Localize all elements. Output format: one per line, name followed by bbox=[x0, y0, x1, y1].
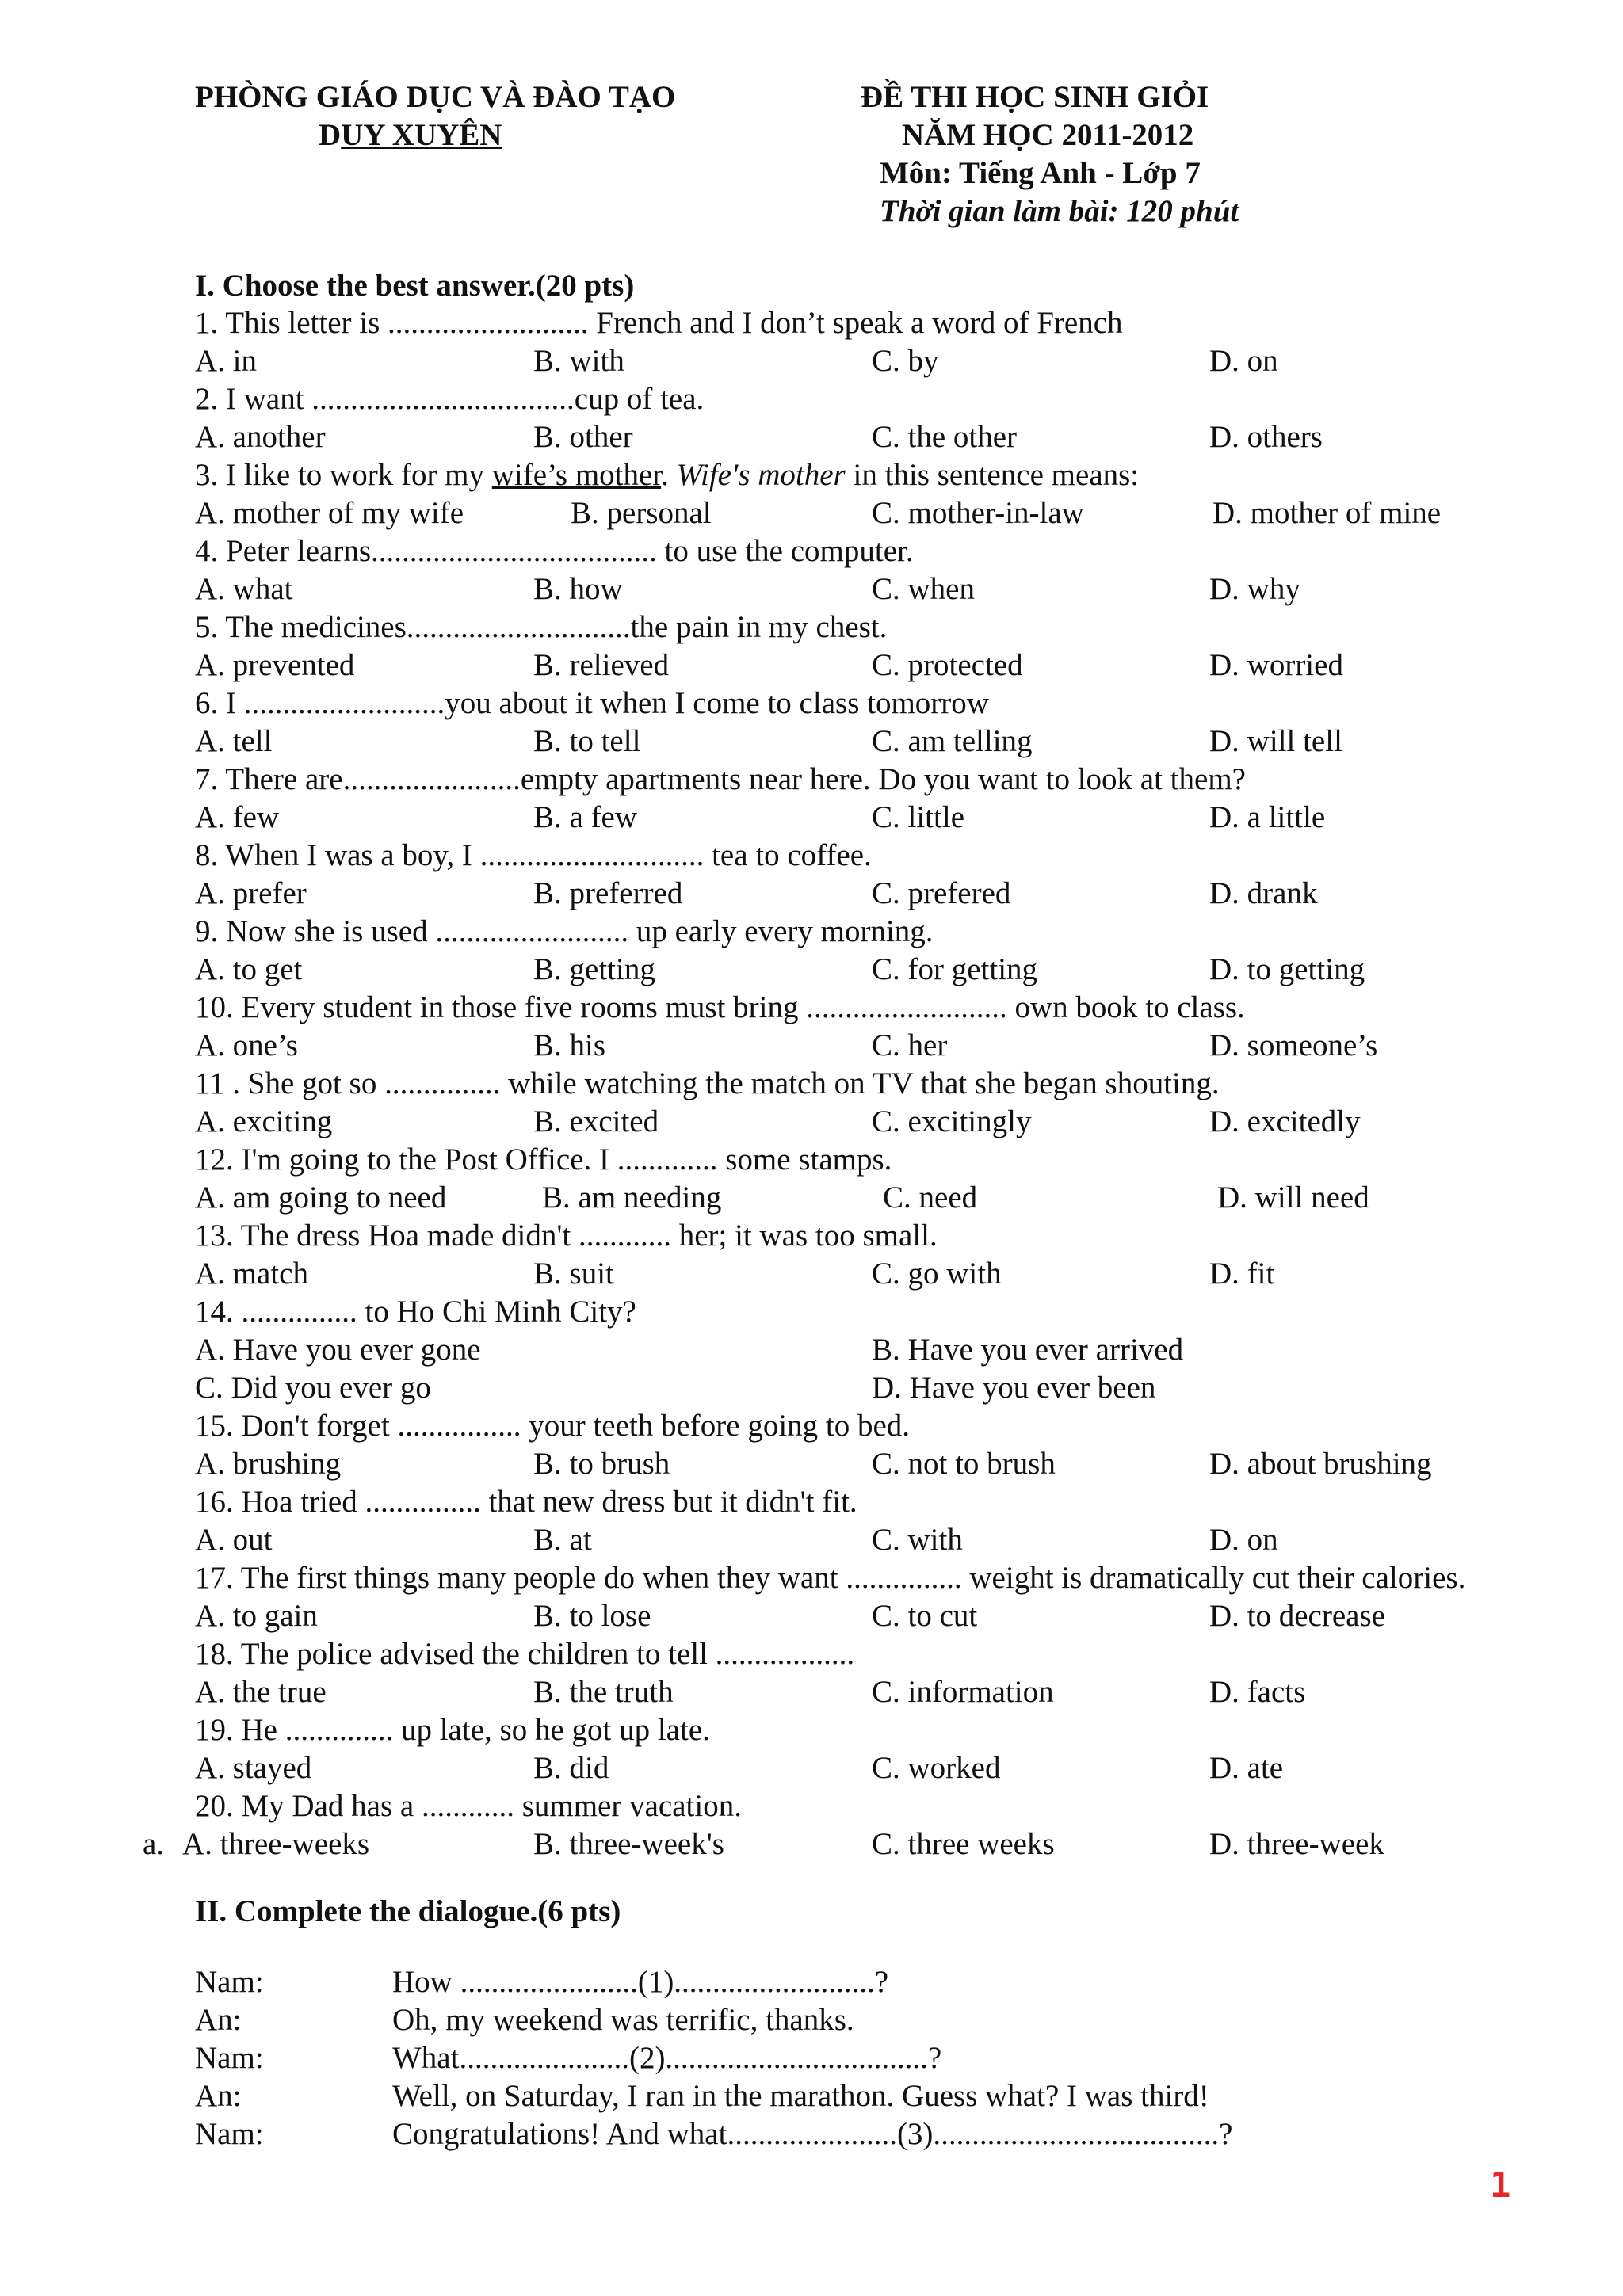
option-c[interactable]: C. information bbox=[872, 1675, 1054, 1709]
question-stem: 13. The dress Hoa made didn't ............ her; it was too small. bbox=[195, 1219, 938, 1253]
option-b[interactable]: B. did bbox=[533, 1751, 609, 1785]
option-a[interactable]: A. to get bbox=[195, 952, 303, 986]
option-a[interactable]: A. to gain bbox=[195, 1599, 318, 1633]
option-d[interactable]: D. facts bbox=[1209, 1675, 1306, 1709]
question-stem: 9. Now she is used ......................... up early every morning. bbox=[195, 914, 934, 948]
option-a[interactable]: A. another bbox=[195, 420, 326, 454]
subject-line: Môn: Tiếng Anh - Lớp 7 bbox=[880, 156, 1201, 190]
answer-options bbox=[195, 1331, 1514, 1407]
question-6 bbox=[195, 685, 1514, 761]
option-b[interactable]: B. Have you ever arrived bbox=[872, 1333, 1184, 1367]
option-b[interactable]: B. relieved bbox=[533, 648, 670, 682]
question-10 bbox=[195, 989, 1514, 1065]
district-underlined: UY XUYÊN bbox=[341, 118, 502, 152]
option-d[interactable]: D. about brushing bbox=[1209, 1447, 1432, 1481]
option-c[interactable]: C. go with bbox=[872, 1257, 1002, 1291]
answer-options bbox=[195, 342, 1514, 380]
option-a[interactable]: A. the true bbox=[195, 1675, 327, 1709]
question-11 bbox=[195, 1065, 1514, 1141]
option-d[interactable]: D. will need bbox=[1217, 1180, 1369, 1215]
option-c[interactable]: C. am telling bbox=[872, 724, 1033, 758]
option-a[interactable]: A. few bbox=[195, 800, 280, 834]
option-a[interactable]: A. match bbox=[195, 1257, 308, 1291]
answer-options bbox=[195, 723, 1514, 761]
question-stem: 16. Hoa tried ............... that new dress but it didn't fit. bbox=[195, 1485, 857, 1519]
question-stem: 7. There are.......................empty apartments near here. Do you want to look at them? bbox=[195, 762, 1246, 796]
list-marker: a. bbox=[143, 1827, 165, 1861]
option-c[interactable]: C. not to brush bbox=[872, 1447, 1056, 1481]
stem-part: Wife's mother bbox=[676, 458, 846, 492]
question-12 bbox=[195, 1141, 1514, 1217]
option-c[interactable]: C. prefered bbox=[872, 876, 1011, 910]
option-c[interactable]: C. for getting bbox=[872, 952, 1038, 986]
option-d[interactable]: D. Have you ever been bbox=[872, 1371, 1156, 1405]
question-9 bbox=[195, 913, 1514, 989]
exam-title: ĐỀ THI HỌC SINH GIỎI bbox=[861, 80, 1209, 114]
question-list bbox=[143, 304, 1514, 1863]
option-c[interactable]: C. excitingly bbox=[872, 1104, 1032, 1138]
option-c[interactable]: C. three weeks bbox=[872, 1827, 1055, 1861]
option-d[interactable]: D. will tell bbox=[1209, 724, 1342, 758]
option-c[interactable]: C. mother-in-law bbox=[872, 496, 1084, 530]
question-7 bbox=[195, 761, 1514, 837]
question-18 bbox=[195, 1635, 1514, 1711]
option-b[interactable]: B. to tell bbox=[533, 724, 641, 758]
option-b[interactable]: B. getting bbox=[533, 952, 655, 986]
option-c[interactable]: C. protected bbox=[872, 648, 1023, 682]
question-14 bbox=[195, 1293, 1514, 1407]
answer-options bbox=[195, 570, 1514, 608]
option-d[interactable]: D. a little bbox=[1209, 800, 1326, 834]
option-d[interactable]: D. to getting bbox=[1209, 952, 1365, 986]
answer-options bbox=[195, 1027, 1514, 1065]
section-1-title: I. Choose the best answer.(20 pts) bbox=[195, 269, 635, 303]
option-d[interactable]: D. on bbox=[1209, 344, 1278, 378]
question-stem: 20. My Dad has a ............ summer vacation. bbox=[195, 1789, 742, 1823]
question-stem: 15. Don't forget ................ your teeth before going to bed. bbox=[195, 1409, 911, 1443]
option-b[interactable]: B. the truth bbox=[533, 1675, 674, 1709]
speaker-name: An: bbox=[195, 2079, 242, 2113]
answer-options bbox=[195, 1521, 1514, 1559]
answer-options bbox=[195, 951, 1514, 989]
option-d[interactable]: D. others bbox=[1209, 420, 1323, 454]
option-d[interactable]: D. someone’s bbox=[1209, 1028, 1378, 1062]
dialogue-text: Congratulations! And what......................(3).....................................? bbox=[392, 2117, 1233, 2151]
option-b[interactable]: B. his bbox=[533, 1028, 606, 1062]
question-4 bbox=[195, 532, 1514, 608]
question-stem: 19. He .............. up late, so he got up late. bbox=[195, 1713, 710, 1747]
question-stem: 18. The police advised the children to tell .................. bbox=[195, 1637, 855, 1671]
option-b[interactable]: B. am needing bbox=[542, 1180, 722, 1215]
option-b[interactable]: B. to lose bbox=[533, 1599, 651, 1633]
dialogue-text: What......................(2)..................................? bbox=[392, 2041, 942, 2075]
option-c[interactable]: C. Did you ever go bbox=[195, 1371, 431, 1405]
option-a[interactable]: A. prevented bbox=[195, 648, 355, 682]
question-17 bbox=[195, 1559, 1514, 1635]
dialogue-text: How .......................(1)..........................? bbox=[392, 1965, 889, 1999]
option-a[interactable]: A. one’s bbox=[195, 1028, 298, 1062]
option-d[interactable]: D. worried bbox=[1209, 648, 1343, 682]
answer-options bbox=[195, 646, 1514, 685]
question-stem: 4. Peter learns..................................... to use the computer. bbox=[195, 534, 914, 568]
option-c[interactable]: C. little bbox=[872, 800, 964, 834]
option-a[interactable]: A. am going to need bbox=[195, 1180, 447, 1215]
answer-options bbox=[195, 494, 1514, 532]
question-2 bbox=[195, 380, 1514, 456]
option-d[interactable]: D. ate bbox=[1209, 1751, 1284, 1785]
time-allowed: Thời gian làm bài: 120 phút bbox=[880, 194, 1239, 228]
option-b[interactable]: B. at bbox=[533, 1523, 592, 1557]
question-stem: 11 . She got so ............... while watching the match on TV that she began shouting. bbox=[195, 1066, 1220, 1100]
question-stem: 14. ............... to Ho Chi Minh City? bbox=[195, 1295, 636, 1329]
option-b[interactable]: B. how bbox=[533, 572, 623, 606]
option-d[interactable]: D. on bbox=[1209, 1523, 1278, 1557]
district-prefix: D bbox=[319, 118, 342, 152]
answer-options bbox=[195, 1673, 1514, 1711]
option-a[interactable]: A. stayed bbox=[195, 1751, 312, 1785]
school-year: NĂM HỌC 2011-2012 bbox=[902, 118, 1194, 152]
option-d[interactable]: D. excitedly bbox=[1209, 1104, 1361, 1138]
answer-options bbox=[195, 875, 1514, 913]
option-b[interactable]: B. personal bbox=[571, 496, 712, 530]
education-office-title: PHÒNG GIÁO DỤC VÀ ĐÀO TẠO bbox=[195, 80, 676, 114]
option-d[interactable]: D. three-week bbox=[1209, 1827, 1384, 1861]
option-b[interactable]: B. suit bbox=[533, 1257, 614, 1291]
option-a[interactable]: A. what bbox=[195, 572, 293, 606]
option-a[interactable]: A. three-weeks bbox=[182, 1827, 370, 1861]
option-b[interactable]: B. to brush bbox=[533, 1447, 670, 1481]
option-c[interactable]: C. with bbox=[872, 1523, 963, 1557]
question-stem: 12. I'm going to the Post Office. I ............. some stamps. bbox=[195, 1142, 892, 1177]
speaker-name: An: bbox=[195, 2003, 242, 2037]
question-5 bbox=[195, 608, 1514, 685]
answer-options bbox=[195, 418, 1514, 456]
option-b[interactable]: B. three-week's bbox=[533, 1827, 724, 1861]
question-stem: 10. Every student in those five rooms must bring .......................... own book to class. bbox=[195, 990, 1245, 1024]
district-name bbox=[319, 117, 502, 153]
question-stem: 6. I ..........................you about it when I come to class tomorrow bbox=[195, 686, 989, 720]
question-20 bbox=[143, 1787, 1514, 1863]
question-15 bbox=[195, 1407, 1514, 1483]
section-2-title: II. Complete the dialogue.(6 pts) bbox=[195, 1894, 621, 1928]
question-8 bbox=[195, 837, 1514, 913]
answer-options bbox=[195, 1179, 1514, 1217]
question-stem: 17. The first things many people do when they want ............... weight is dramatically cut their calories. bbox=[195, 1561, 1466, 1595]
question-stem bbox=[195, 456, 1514, 494]
answer-options bbox=[195, 1445, 1514, 1483]
option-a[interactable]: A. exciting bbox=[195, 1104, 333, 1138]
option-c[interactable]: C. by bbox=[872, 344, 939, 378]
stem-part: wife’s mother bbox=[491, 458, 662, 492]
question-3 bbox=[195, 456, 1514, 532]
option-a[interactable]: A. tell bbox=[195, 724, 273, 758]
stem-part: . bbox=[661, 458, 677, 492]
answer-options bbox=[195, 1255, 1514, 1293]
question-13 bbox=[195, 1217, 1514, 1293]
option-c[interactable]: C. when bbox=[872, 572, 975, 606]
option-d[interactable]: D. why bbox=[1209, 572, 1300, 606]
answer-options bbox=[143, 1825, 1514, 1863]
speaker-name: Nam: bbox=[195, 2041, 264, 2075]
dialogue-text: Oh, my weekend was terrific, thanks. bbox=[392, 2003, 854, 2037]
option-d[interactable]: D. drank bbox=[1209, 876, 1318, 910]
question-16 bbox=[195, 1483, 1514, 1559]
answer-options bbox=[195, 1597, 1514, 1635]
option-a[interactable]: A. Have you ever gone bbox=[195, 1333, 481, 1367]
speaker-name: Nam: bbox=[195, 1965, 264, 1999]
option-b[interactable]: B. a few bbox=[533, 800, 638, 834]
option-a[interactable]: A. in bbox=[195, 344, 257, 378]
answer-options bbox=[195, 1749, 1514, 1787]
page-number: 1 bbox=[1490, 2165, 1511, 2206]
speaker-name: Nam: bbox=[195, 2117, 264, 2151]
option-c[interactable]: C. worked bbox=[872, 1751, 1001, 1785]
answer-options bbox=[195, 1103, 1514, 1141]
question-stem: 8. When I was a boy, I ............................. tea to coffee. bbox=[195, 838, 872, 872]
option-c[interactable]: C. the other bbox=[872, 420, 1018, 454]
dialogue-text: Well, on Saturday, I ran in the marathon. Guess what? I was third! bbox=[392, 2079, 1209, 2113]
option-b[interactable]: B. excited bbox=[533, 1104, 659, 1138]
option-d[interactable]: D. fit bbox=[1209, 1257, 1275, 1291]
question-stem: 1. This letter is .......................... French and I don’t speak a word of French bbox=[195, 306, 1123, 340]
stem-part: in this sentence means: bbox=[845, 458, 1140, 492]
question-1 bbox=[195, 304, 1514, 380]
option-c[interactable]: C. need bbox=[883, 1180, 978, 1215]
option-c[interactable]: C. to cut bbox=[872, 1599, 978, 1633]
answer-options bbox=[195, 799, 1514, 837]
option-a[interactable]: A. out bbox=[195, 1523, 273, 1557]
option-a[interactable]: A. mother of my wife bbox=[195, 496, 464, 530]
option-b[interactable]: B. with bbox=[533, 344, 624, 378]
option-a[interactable]: A. brushing bbox=[195, 1447, 342, 1481]
option-a[interactable]: A. prefer bbox=[195, 876, 307, 910]
question-stem: 5. The medicines.............................the pain in my chest. bbox=[195, 610, 888, 644]
option-b[interactable]: B. other bbox=[533, 420, 633, 454]
stem-part: 3. I like to work for my bbox=[195, 458, 492, 492]
question-19 bbox=[195, 1711, 1514, 1787]
option-d[interactable]: D. mother of mine bbox=[1212, 496, 1442, 530]
option-c[interactable]: C. her bbox=[872, 1028, 948, 1062]
option-d[interactable]: D. to decrease bbox=[1209, 1599, 1385, 1633]
option-b[interactable]: B. preferred bbox=[533, 876, 683, 910]
question-stem: 2. I want ..................................cup of tea. bbox=[195, 382, 705, 416]
